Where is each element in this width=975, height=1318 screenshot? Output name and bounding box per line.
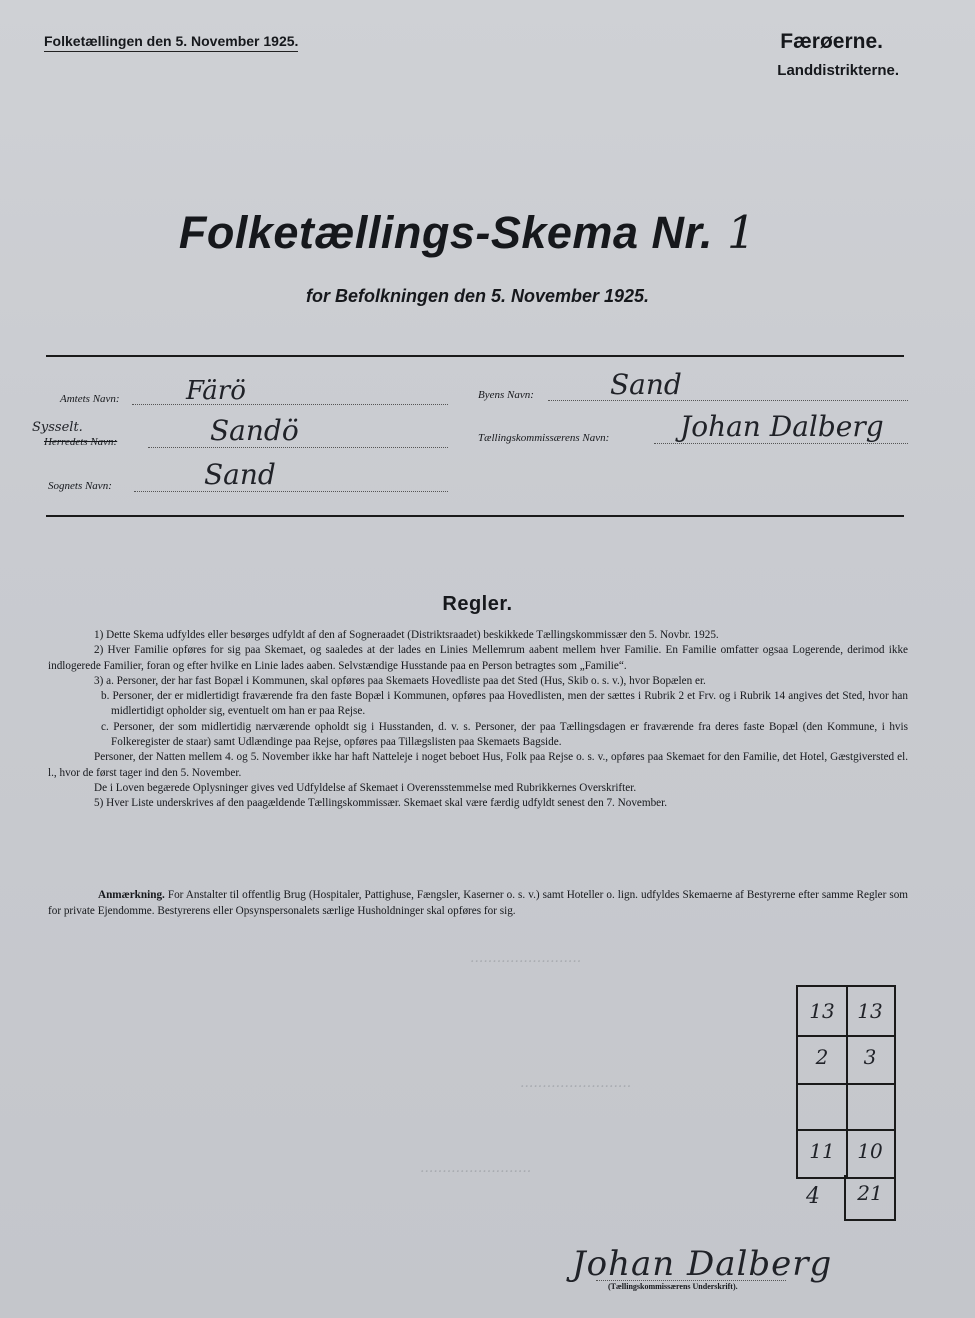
form-title: [0, 206, 935, 259]
by-line: [548, 400, 908, 401]
rule-4: De i Loven begærede Oplysninger gives ved Udfyldelse af Skemaet i Overensstemmelse med Rubrikkernes Overskrifter.: [94, 781, 637, 794]
note-label: Anmærkning.: [98, 889, 165, 901]
by-value: Sand: [610, 368, 682, 401]
commissioner-signature: Johan Dalberg: [572, 1244, 833, 1284]
tally-r5-outside: 4: [806, 1184, 820, 1209]
rule-3c: c. Personer, der som midlertidig nærværende opholdt sig i Husstanden, d. v. s. Personer, der paa Tællingsdagen er fraværende fra deres faste Bopæl (den Kommune, i hvis Folkeregister de staar) samt Udlændinge paa Rejse, opføres paa Tillægslisten paa Skemaets Bagside.: [101, 720, 908, 749]
amt-label: Amtets Navn:: [60, 393, 120, 405]
tally-r1-left: 13: [809, 999, 835, 1023]
tally-r5-right: 21: [857, 1181, 883, 1205]
rule-3a: 3) a. Personer, der har fast Bopæl i Kommunen, skal opføres paa Skemaets Hovedliste paa det Sted (Hus, Skib o. s. v.), hvor Bopælen er.: [94, 674, 706, 687]
tally-row-divider: [798, 1035, 894, 1037]
rule-3d: Personer, der Natten mellem 4. og 5. November ikke har haft Natteleje i noget beboet Hus, Folk paa Rejse o. s. v., opføres paa Skemaet for den Familie, det Hotel, Gæstgiversted el. l., hvor de først tager ind den 5. November.: [48, 751, 908, 779]
tally-box: [796, 985, 896, 1179]
tally-row-divider: [798, 1129, 894, 1131]
fields-divider: [46, 515, 904, 517]
sogn-label: Sognets Navn:: [48, 480, 112, 492]
form-title-text: Folketællings-Skema Nr.: [178, 207, 714, 258]
form-subtitle: for Befolkningen den 5. November 1925.: [305, 286, 650, 306]
rules-text: [48, 628, 908, 812]
herred-label-text: Herredets Navn:: [44, 436, 118, 448]
sogn-line: [134, 491, 448, 492]
census-form-page: ......................... ......................... ......................... Folketællingen den 5. November 1925. Færøerne. Landdistrikterne. Folketællings-Skema Nr. 1 for Befolkningen den 5. November 1925. Amtets Navn: Färö Sysselt. Herredets Navn: Sandö Sognets Navn: Sand Byens Navn: Sand Tællingskommissærens Navn: Johan Dalberg Regler. 1) Dette Skema udfyldes eller besørges udfyldt af den af Sogneraadet (Distriktsraadet) beskikkede Tællingskommissær den 5. Novbr. 1925. 2) Hver Familie opføres for sig paa Skemaet, og saaledes at der lades en Linies Mellemrum aabent mellem hver Familie. En Familie omfatter ogsaa Logerende, derimod ikke indlogerede Familier, foran og efter hvilke en Linie lades aaben. Selvstændige Husstande paa en Person betragtes som „Familie“. 3) a. Personer, der har fast Bopæl i Kommunen, skal opføres paa Skemaets Hovedliste paa det Sted (Hus, Skib o. s. v.), hvor Bopælen er. b. Personer, der er midlertidigt fraværende fra den faste Bopæl i Kommunen, opføres paa Hovedlisten, men der sættes i Rubrik 2 et Frv. og i Rubrik 14 angives det Sted, hvor han midlertidigt opholder sig, eventuelt om han er paa Rejse. c. Personer, der som midlertidig nærværende opholdt sig i Husstanden, d. v. s. Personer, der paa Tællingsdagen er fraværende fra deres faste Bopæl (den Kommune, i hvis Folkeregister de staar) samt Udlændinge paa Rejse, opføres paa Tillægslisten paa Skemaets Bagside. Personer, der Natten mellem 4. og 5. November ikke har haft Natteleje i noget beboet Hus, Folk paa Rejse o. s. v., opføres paa Skemaet for den Familie, det Hotel, Gæstgiversted el. l., hvor de først tager ind den 5. November. De i Loven begærede Oplysninger gives ved Udfyldelse af Skemaet i Overensstemmelse med Rubrikkernes Overskrifter. 5) Hver Liste underskrives af den paagældende Tællingskommissær. Skemaet skal være færdig udfyldt senest den 7. November. Anmærkning. For Anstalter til offentlig Brug (Hospitaler, Pattighuse, Fængsler, Kaserner o. s. v.) samt Hoteller o. lign. udfyldes Skemaerne af Bestyrerne efter samme Regler som for private Ejendomme. Bestyrerens eller Opsynspersonalets særlige Husholdninger skal opføres for sig. 13 13 2 3 11 10 21 4 Johan Dalberg (Tællingskommissærens Underskrift).: [0, 0, 975, 1318]
amt-line: [132, 404, 448, 405]
amt-value: Färö: [186, 376, 246, 406]
rules-heading: Regler.: [442, 593, 513, 615]
sogn-value: Sand: [204, 458, 276, 491]
tally-r1-right: 13: [857, 999, 883, 1023]
rule-1: 1) Dette Skema udfyldes eller besørges udfyldt af den af Sogneraadet (Distriktsraadet) beskikkede Tællingskommissær den 5. Novbr. 1925.: [94, 629, 719, 641]
signature-line: [596, 1280, 786, 1281]
herred-label-prefix: Sysselt.: [32, 420, 83, 435]
tally-r2-left: 2: [815, 1045, 829, 1069]
herred-line: [148, 447, 448, 448]
header-census-date: Folketællingen den 5. November 1925.: [44, 33, 298, 52]
by-label: Byens Navn:: [478, 389, 534, 401]
signature-caption: (Tællingskommissærens Underskrift).: [608, 1282, 738, 1291]
kommissaer-label: Tællingskommissærens Navn:: [478, 432, 610, 444]
rule-5: 5) Hver Liste underskrives af den paagældende Tællingskommissær. Skemaet skal være færdig udfyldt senest den 7. November.: [94, 797, 668, 810]
tally-r4-left: 11: [809, 1139, 835, 1163]
form-number: 1: [727, 206, 757, 259]
annotation-note: [48, 887, 908, 919]
tally-total-box: [844, 1175, 896, 1221]
header-district-type: Landdistrikterne.: [777, 62, 899, 79]
tally-r4-right: 10: [857, 1139, 883, 1163]
rule-2: 2) Hver Familie opføres for sig paa Skemaet, og saaledes at der lades en Linies Mellemrum aabent mellem hver Familie. En Familie omfatter ogsaa Logerende, derimod ikke indlogerede Familier, foran og efter hvilke en Linie lades aaben. Selvstændige Husstande paa en Person betragtes som „Familie“.: [48, 644, 908, 672]
tally-r2-right: 3: [863, 1045, 877, 1069]
kommissaer-value: Johan Dalberg: [680, 410, 884, 443]
top-divider: [46, 355, 904, 357]
note-text: For Anstalter til offentlig Brug (Hospitaler, Pattighuse, Fængsler, Kaserner o. s. v.) samt Hoteller o. lign. udfyldes Skemaerne af Bestyrerne efter samme Regler som for private Ejendomme. Bestyrerens eller Opsynspersonalets særlige Husholdninger skal opføres for sig.: [48, 889, 909, 917]
herred-label: [44, 436, 117, 448]
rule-3b: b. Personer, der er midlertidigt fraværende fra den faste Bopæl i Kommunen, opføres paa Hovedlisten, men der sættes i Rubrik 2 et Frv. og i Rubrik 14 angives det Sted, hvor han midlertidigt opholder sig, eventuelt om han er paa Rejse.: [101, 690, 908, 718]
herred-value: Sandö: [210, 414, 299, 447]
kommissaer-line: [654, 443, 908, 444]
tally-row-divider: [798, 1083, 894, 1085]
header-region: Færøerne.: [780, 30, 883, 53]
